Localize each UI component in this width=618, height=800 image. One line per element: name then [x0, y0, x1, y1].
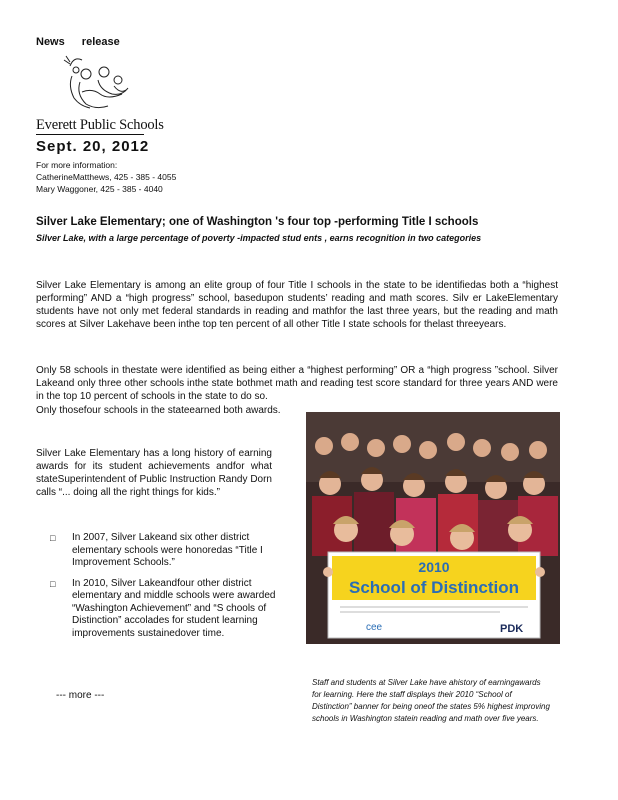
body-paragraph-end: Only thosefour schools in the stateearned both awards. — [36, 405, 281, 416]
subheadline: Silver Lake, with a large percentage of poverty -impacted stud ents , earns recognition in two categories — [36, 233, 482, 243]
bullet-icon: □ — [50, 578, 56, 589]
staff-photo-image — [306, 412, 560, 644]
banner-title: School of Distinction — [349, 578, 519, 597]
headline: Silver Lake Elementary; one of Washington 's four top -performing Title I schools — [36, 216, 479, 228]
bullet-icon: □ — [50, 533, 56, 543]
contact-line: CatherineMatthews, 425 - 385 - 4055 — [36, 172, 177, 182]
contact-line: Mary Waggoner, 425 - 385 - 4040 — [36, 184, 163, 194]
district-logo-icon — [52, 52, 142, 118]
body-paragraph: Silver Lake Elementary has a long history of earning awards for its student achievements andfor what stateSuperintendent of Public Instruction Randy Dorn calls “... doing all the right things for kids.” — [36, 448, 272, 498]
award-list — [50, 532, 290, 648]
list-item-text: In 2010, Silver Lakeandfour other district elementary and middle schools were awarded “Washington Achievement” and “S chools of Distinction” accolades for student learning improvements sustainedover time. — [72, 577, 276, 639]
body-paragraph: Silver Lake Elementary is among an elite group of four Title I schools in the state to be identifiedas both a “highest performing” AND a “high progress” school, basedupon students’ reading and math scores. Silv er LakeElementary students have not only met federal standards in reading and mathfor the last three years, but the reading and math scores at Silver Lakehave been inthe top ten percent of all other Title I state schools for thelast threeyears. — [36, 280, 558, 330]
release-date: Sept. 20, 2012 — [36, 138, 150, 155]
list-item — [50, 578, 290, 641]
staff-photo — [306, 412, 560, 644]
more-indicator: --- more --- — [56, 690, 105, 701]
org-name: Everett Public Schools — [36, 117, 164, 133]
list-item — [50, 532, 290, 570]
banner-year: 2010 — [418, 559, 450, 575]
news-release-label: News release — [36, 36, 120, 48]
banner-logo-pdk: PDK — [500, 623, 524, 635]
org-name-underline — [36, 134, 144, 135]
contact-label: For more information: — [36, 160, 118, 170]
photo-caption: Staff and students at Silver Lake have ahistory of earningawards for learning. Here the staff displays their 2010 “School of Distinction” banner for being oneof the states 5% highest improving schools in Washington statein reading and math over five years. — [312, 678, 550, 723]
list-item-text: In 2007, Silver Lakeand six other district elementary schools were honoredas “Title I Improvement Schools.” — [72, 532, 263, 568]
body-paragraph: Only 58 schools in thestate were identified as being either a “highest performing” OR a “high progress ”school. Silver Lakeand only three other schools inthe state bothmet math and reading test score standard for three years AND were in the top 10 percent of schools in the state to do so. — [36, 365, 558, 402]
banner-logo-cee: cee — [366, 622, 383, 633]
